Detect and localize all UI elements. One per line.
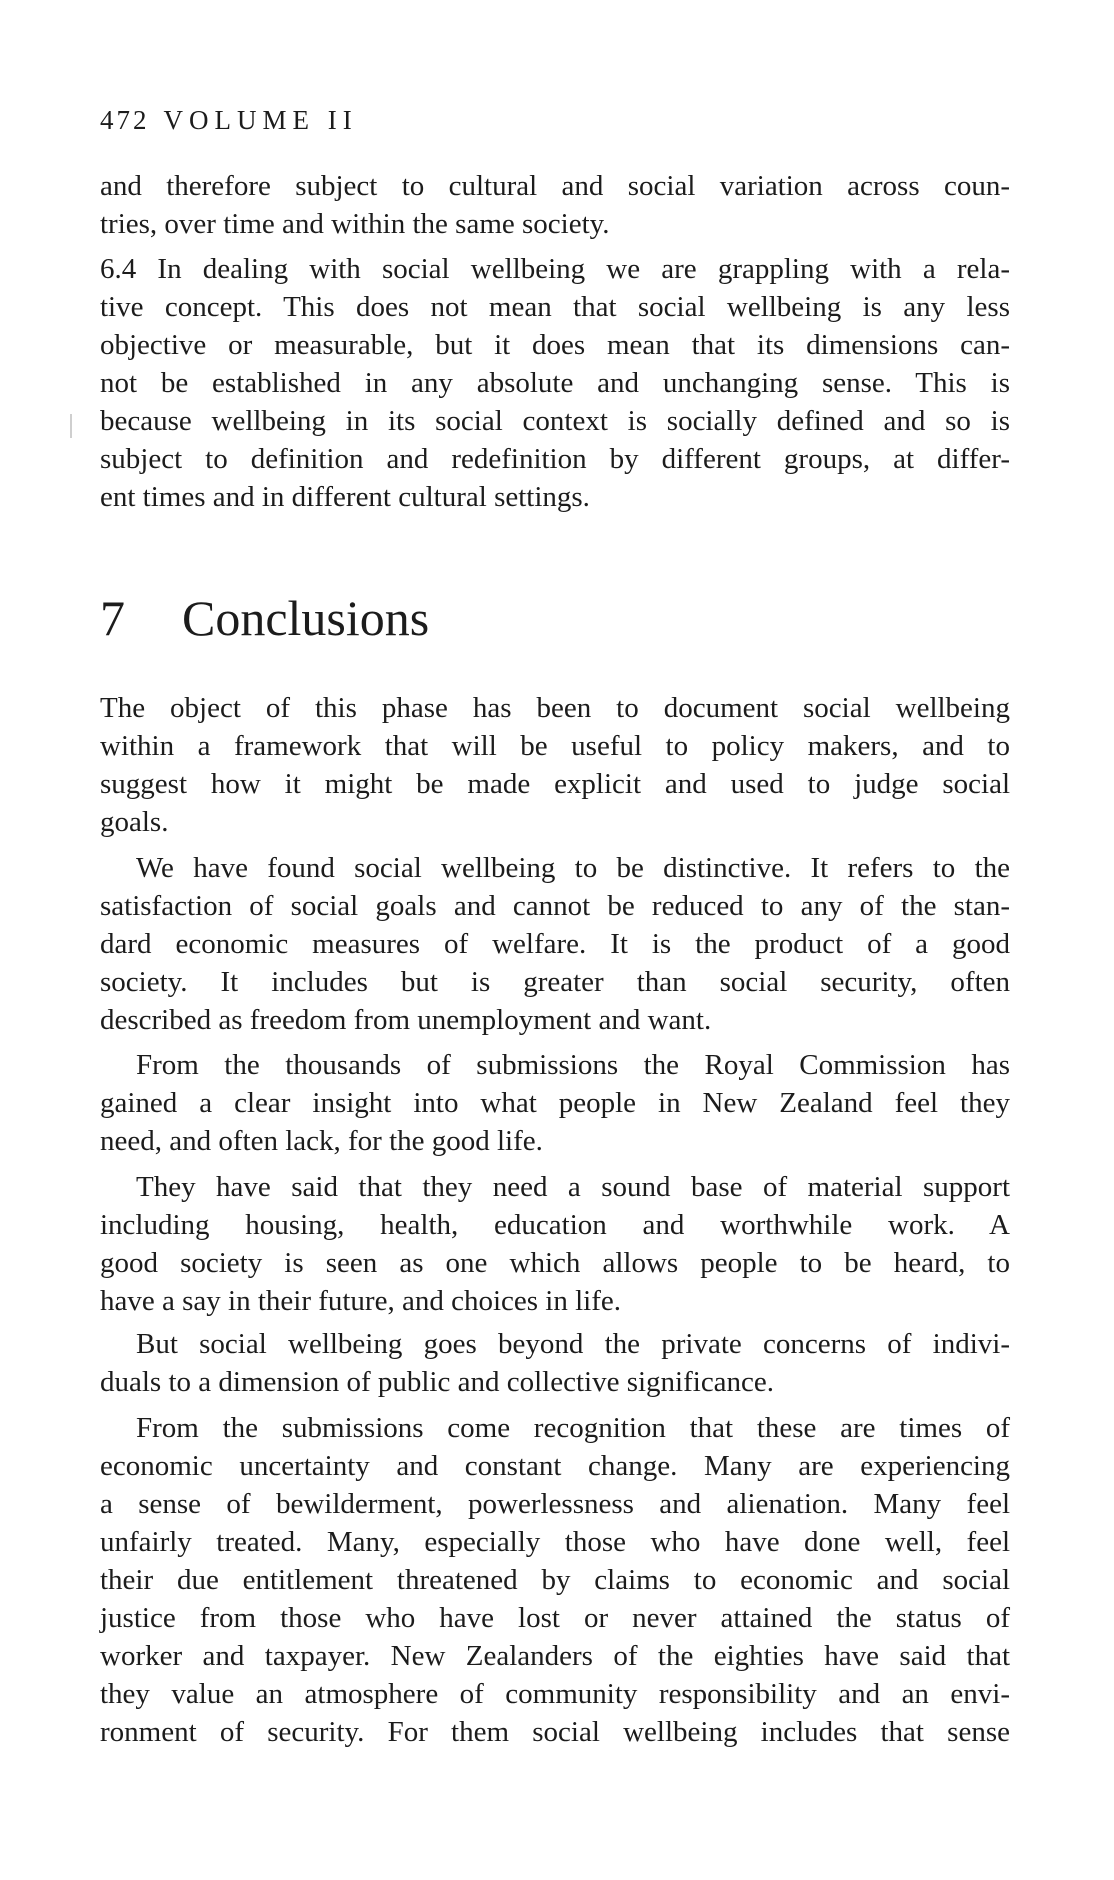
text-line: because wellbeing in its social context is socially defined and so is — [100, 405, 1010, 437]
text-line: their due entitlement threatened by claims to economic and social — [100, 1564, 1010, 1596]
text-line: within a framework that will be useful to policy makers, and to — [100, 730, 1010, 762]
text-line: need, and often lack, for the good life. — [100, 1125, 543, 1157]
text-line: have a say in their future, and choices in life. — [100, 1285, 621, 1317]
conclusions-paragraph-3 — [100, 1046, 1010, 1160]
section6-continuation-paragraph — [100, 167, 1010, 243]
conclusions-paragraph-4 — [100, 1168, 1010, 1320]
conclusions-paragraph-6 — [100, 1409, 1010, 1751]
text-line: They have said that they need a sound base of material support — [136, 1171, 1010, 1203]
paragraph-6-4 — [100, 250, 1010, 516]
margin-mark — [70, 414, 72, 438]
text-line: From the thousands of submissions the Royal Commission has — [136, 1049, 1010, 1081]
running-head-title: VOLUME II — [163, 105, 358, 135]
text-line: unfairly treated. Many, especially those who have done well, feel — [100, 1526, 1010, 1558]
text-line: We have found social wellbeing to be distinctive. It refers to the — [136, 852, 1010, 884]
running-header — [100, 104, 358, 136]
text-line: society. It includes but is greater than social security, often — [100, 966, 1010, 998]
page-number: 472 — [100, 105, 150, 135]
text-line: subject to definition and redefinition by different groups, at differ- — [100, 443, 1010, 475]
text-line: dard economic measures of welfare. It is the product of a good — [100, 928, 1010, 960]
text-line: economic uncertainty and constant change. Many are experiencing — [100, 1450, 1010, 1482]
text-line: tive concept. This does not mean that social wellbeing is any less — [100, 291, 1010, 323]
text-line: 6.4 In dealing with social wellbeing we are grappling with a rela- — [100, 253, 1010, 285]
text-line: satisfaction of social goals and cannot be reduced to any of the stan- — [100, 890, 1010, 922]
text-line: they value an atmosphere of community responsibility and an envi- — [100, 1678, 1010, 1710]
text-line: including housing, health, education and worthwhile work. A — [100, 1209, 1010, 1241]
text-line: ent times and in different cultural settings. — [100, 481, 590, 513]
text-line: objective or measurable, but it does mean that its dimensions can- — [100, 329, 1010, 361]
text-line: good society is seen as one which allows people to be heard, to — [100, 1247, 1010, 1279]
text-line: and therefore subject to cultural and social variation across coun- — [100, 170, 1010, 202]
text-line: justice from those who have lost or never attained the status of — [100, 1602, 1010, 1634]
text-line: a sense of bewilderment, powerlessness and alienation. Many feel — [100, 1488, 1010, 1520]
text-line: duals to a dimension of public and collective significance. — [100, 1366, 775, 1398]
text-line: worker and taxpayer. New Zealanders of the eighties have said that — [100, 1640, 1010, 1672]
conclusions-paragraph-2 — [100, 849, 1010, 1039]
text-line: suggest how it might be made explicit and used to judge social — [100, 768, 1010, 800]
text-line: From the submissions come recognition that these are times of — [136, 1412, 1010, 1444]
text-line: The object of this phase has been to document social wellbeing — [100, 692, 1010, 724]
conclusions-paragraph-1 — [100, 689, 1010, 841]
text-line: not be established in any absolute and unchanging sense. This is — [100, 367, 1010, 399]
text-line: ronment of security. For them social wellbeing includes that sense — [100, 1716, 1010, 1748]
section-title: Conclusions — [182, 590, 430, 646]
section-number: 7 — [100, 590, 125, 646]
text-line: described as freedom from unemployment and want. — [100, 1004, 712, 1036]
text-line: But social wellbeing goes beyond the private concerns of indivi- — [136, 1328, 1010, 1360]
text-line: tries, over time and within the same society. — [100, 208, 610, 240]
conclusions-paragraph-5 — [100, 1325, 1010, 1401]
text-line: goals. — [100, 806, 169, 838]
section-heading — [100, 588, 429, 648]
text-line: gained a clear insight into what people in New Zealand feel they — [100, 1087, 1010, 1119]
